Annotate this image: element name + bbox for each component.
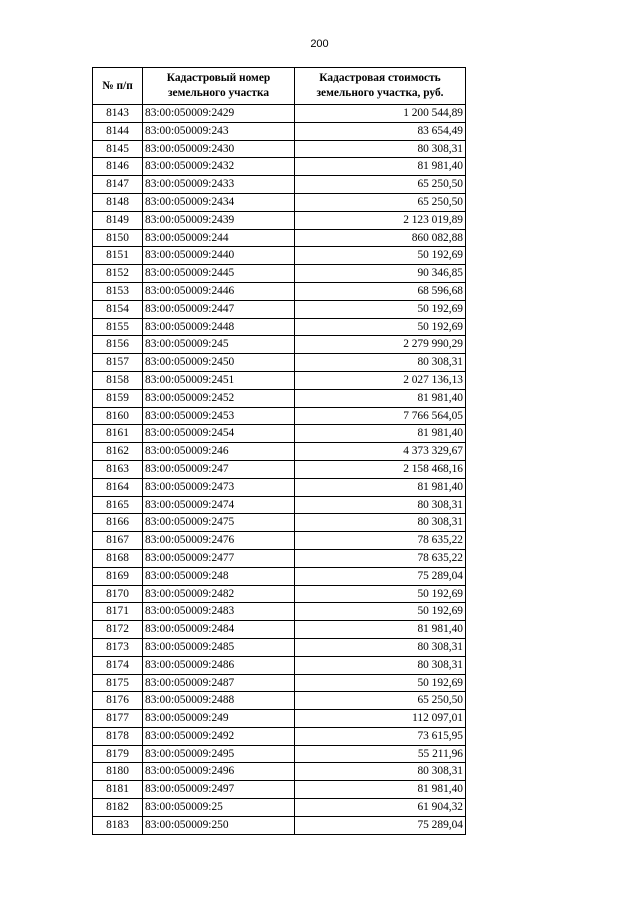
cadastral-number-cell: 83:00:050009:2485 (143, 638, 295, 656)
row-number-cell: 8161 (93, 425, 143, 443)
row-number-cell: 8155 (93, 318, 143, 336)
page-number: 200 (310, 38, 329, 50)
cadastral-number-cell: 83:00:050009:2445 (143, 265, 295, 283)
cadastral-value-cell: 78 635,22 (295, 549, 466, 567)
cadastral-value-cell: 50 192,69 (295, 603, 466, 621)
row-number-cell: 8149 (93, 211, 143, 229)
cadastral-value-cell: 73 615,95 (295, 727, 466, 745)
row-number-cell: 8178 (93, 727, 143, 745)
table-row (93, 318, 466, 336)
cadastral-number-cell: 83:00:050009:2434 (143, 193, 295, 211)
row-number-cell: 8146 (93, 158, 143, 176)
table-row (93, 336, 466, 354)
row-number-cell: 8145 (93, 140, 143, 158)
table-row (93, 585, 466, 603)
table-row (93, 478, 466, 496)
header-cadastral-number: Кадастровый номер земельного участка (143, 68, 295, 105)
row-number-cell: 8160 (93, 407, 143, 425)
cadastral-value-cell: 61 904,32 (295, 799, 466, 817)
cadastral-number-cell: 83:00:050009:2453 (143, 407, 295, 425)
cadastral-number-cell: 83:00:050009:2484 (143, 621, 295, 639)
cadastral-number-cell: 83:00:050009:2452 (143, 389, 295, 407)
cadastral-number-cell: 83:00:050009:2477 (143, 549, 295, 567)
cadastral-number-cell: 83:00:050009:2429 (143, 105, 295, 123)
cadastral-value-cell: 80 308,31 (295, 514, 466, 532)
table-header (93, 68, 466, 105)
cadastral-value-cell: 80 308,31 (295, 638, 466, 656)
row-number-cell: 8152 (93, 265, 143, 283)
row-number-cell: 8159 (93, 389, 143, 407)
cadastral-number-cell: 83:00:050009:244 (143, 229, 295, 247)
row-number-cell: 8147 (93, 176, 143, 194)
cadastral-number-cell: 83:00:050009:2448 (143, 318, 295, 336)
cadastral-number-cell: 83:00:050009:2497 (143, 781, 295, 799)
cadastral-value-cell: 50 192,69 (295, 318, 466, 336)
row-number-cell: 8154 (93, 300, 143, 318)
row-number-cell: 8176 (93, 692, 143, 710)
header-cadastral-value: Кадастровая стоимость земельного участка, руб. (295, 68, 466, 105)
table-row (93, 638, 466, 656)
cadastral-value-cell: 80 308,31 (295, 140, 466, 158)
table-row (93, 158, 466, 176)
cadastral-number-cell: 83:00:050009:2432 (143, 158, 295, 176)
cadastral-number-cell: 83:00:050009:2473 (143, 478, 295, 496)
cadastral-number-cell: 83:00:050009:2451 (143, 371, 295, 389)
cadastral-number-cell: 83:00:050009:247 (143, 460, 295, 478)
cadastral-value-cell: 65 250,50 (295, 692, 466, 710)
row-number-cell: 8167 (93, 532, 143, 550)
cadastral-number-cell: 83:00:050009:2495 (143, 745, 295, 763)
cadastral-number-cell: 83:00:050009:2433 (143, 176, 295, 194)
row-number-cell: 8181 (93, 781, 143, 799)
table-row (93, 816, 466, 834)
row-number-cell: 8182 (93, 799, 143, 817)
table-row (93, 265, 466, 283)
table-row (93, 354, 466, 372)
table-row (93, 389, 466, 407)
row-number-cell: 8162 (93, 443, 143, 461)
cadastral-value-cell: 4 373 329,67 (295, 443, 466, 461)
cadastral-number-cell: 83:00:050009:2440 (143, 247, 295, 265)
cadastral-value-cell: 80 308,31 (295, 354, 466, 372)
cadastral-value-cell: 50 192,69 (295, 247, 466, 265)
cadastral-value-cell: 7 766 564,05 (295, 407, 466, 425)
table-row (93, 656, 466, 674)
cadastral-number-cell: 83:00:050009:2430 (143, 140, 295, 158)
cadastral-number-cell: 83:00:050009:2474 (143, 496, 295, 514)
cadastral-number-cell: 83:00:050009:2446 (143, 282, 295, 300)
cadastral-number-cell: 83:00:050009:2439 (143, 211, 295, 229)
table-row (93, 176, 466, 194)
table-row (93, 425, 466, 443)
cadastral-number-cell: 83:00:050009:245 (143, 336, 295, 354)
table-row (93, 282, 466, 300)
table-row (93, 407, 466, 425)
cadastral-value-cell: 81 981,40 (295, 478, 466, 496)
table-row (93, 371, 466, 389)
row-number-cell: 8143 (93, 105, 143, 123)
row-number-cell: 8180 (93, 763, 143, 781)
row-number-cell: 8174 (93, 656, 143, 674)
table-body (93, 105, 466, 835)
cadastral-value-cell: 2 158 468,16 (295, 460, 466, 478)
table-row (93, 211, 466, 229)
cadastral-number-cell: 83:00:050009:2483 (143, 603, 295, 621)
table-row (93, 300, 466, 318)
cadastral-value-cell: 65 250,50 (295, 193, 466, 211)
table-row (93, 140, 466, 158)
cadastral-value-cell: 2 123 019,89 (295, 211, 466, 229)
row-number-cell: 8157 (93, 354, 143, 372)
row-number-cell: 8158 (93, 371, 143, 389)
table-row (93, 122, 466, 140)
table-row (93, 763, 466, 781)
cadastral-value-cell: 1 200 544,89 (295, 105, 466, 123)
cadastral-value-cell: 81 981,40 (295, 389, 466, 407)
cadastral-number-cell: 83:00:050009:2450 (143, 354, 295, 372)
row-number-cell: 8148 (93, 193, 143, 211)
cadastral-number-cell: 83:00:050009:2454 (143, 425, 295, 443)
cadastral-number-cell: 83:00:050009:2475 (143, 514, 295, 532)
row-number-cell: 8173 (93, 638, 143, 656)
table-row (93, 692, 466, 710)
row-number-cell: 8171 (93, 603, 143, 621)
cadastral-value-cell: 50 192,69 (295, 585, 466, 603)
row-number-cell: 8166 (93, 514, 143, 532)
table-row (93, 799, 466, 817)
cadastral-value-cell: 81 981,40 (295, 158, 466, 176)
table-row (93, 532, 466, 550)
table-row (93, 496, 466, 514)
table-row (93, 727, 466, 745)
cadastral-value-cell: 2 279 990,29 (295, 336, 466, 354)
table-row (93, 105, 466, 123)
cadastral-value-cell: 81 981,40 (295, 781, 466, 799)
cadastral-number-cell: 83:00:050009:250 (143, 816, 295, 834)
cadastral-value-cell: 81 981,40 (295, 425, 466, 443)
table-row (93, 781, 466, 799)
row-number-cell: 8183 (93, 816, 143, 834)
cadastral-value-cell: 112 097,01 (295, 710, 466, 728)
table-row (93, 603, 466, 621)
table-row (93, 549, 466, 567)
cadastral-number-cell: 83:00:050009:2492 (143, 727, 295, 745)
row-number-cell: 8172 (93, 621, 143, 639)
table-row (93, 514, 466, 532)
row-number-cell: 8169 (93, 567, 143, 585)
cadastral-number-cell: 83:00:050009:2482 (143, 585, 295, 603)
row-number-cell: 8177 (93, 710, 143, 728)
row-number-cell: 8164 (93, 478, 143, 496)
table-row (93, 621, 466, 639)
table-row (93, 229, 466, 247)
cadastral-value-cell: 80 308,31 (295, 763, 466, 781)
cadastral-number-cell: 83:00:050009:249 (143, 710, 295, 728)
cadastral-value-cell: 83 654,49 (295, 122, 466, 140)
row-number-cell: 8165 (93, 496, 143, 514)
table-row (93, 193, 466, 211)
cadastral-value-cell: 80 308,31 (295, 496, 466, 514)
cadastral-number-cell: 83:00:050009:2476 (143, 532, 295, 550)
cadastral-number-cell: 83:00:050009:2447 (143, 300, 295, 318)
cadastral-number-cell: 83:00:050009:2487 (143, 674, 295, 692)
header-row-number: № п/п (93, 68, 143, 105)
table-row (93, 567, 466, 585)
cadastral-value-cell: 78 635,22 (295, 532, 466, 550)
row-number-cell: 8150 (93, 229, 143, 247)
table-row (93, 443, 466, 461)
table-row (93, 247, 466, 265)
cadastral-value-cell: 90 346,85 (295, 265, 466, 283)
cadastral-value-cell: 75 289,04 (295, 816, 466, 834)
cadastral-value-cell: 81 981,40 (295, 621, 466, 639)
table-row (93, 460, 466, 478)
cadastre-table (92, 67, 466, 835)
cadastral-value-cell: 2 027 136,13 (295, 371, 466, 389)
row-number-cell: 8153 (93, 282, 143, 300)
row-number-cell: 8170 (93, 585, 143, 603)
cadastral-value-cell: 50 192,69 (295, 674, 466, 692)
table-row (93, 710, 466, 728)
row-number-cell: 8151 (93, 247, 143, 265)
cadastral-number-cell: 83:00:050009:248 (143, 567, 295, 585)
cadastral-value-cell: 80 308,31 (295, 656, 466, 674)
cadastral-number-cell: 83:00:050009:2496 (143, 763, 295, 781)
row-number-cell: 8179 (93, 745, 143, 763)
cadastral-number-cell: 83:00:050009:246 (143, 443, 295, 461)
cadastral-number-cell: 83:00:050009:2488 (143, 692, 295, 710)
cadastral-number-cell: 83:00:050009:25 (143, 799, 295, 817)
row-number-cell: 8156 (93, 336, 143, 354)
table-row (93, 745, 466, 763)
cadastral-value-cell: 68 596,68 (295, 282, 466, 300)
cadastral-value-cell: 50 192,69 (295, 300, 466, 318)
cadastral-value-cell: 860 082,88 (295, 229, 466, 247)
header-row (93, 68, 466, 105)
table-row (93, 674, 466, 692)
cadastral-value-cell: 55 211,96 (295, 745, 466, 763)
row-number-cell: 8175 (93, 674, 143, 692)
cadastral-value-cell: 75 289,04 (295, 567, 466, 585)
row-number-cell: 8168 (93, 549, 143, 567)
cadastral-value-cell: 65 250,50 (295, 176, 466, 194)
row-number-cell: 8144 (93, 122, 143, 140)
row-number-cell: 8163 (93, 460, 143, 478)
cadastral-number-cell: 83:00:050009:2486 (143, 656, 295, 674)
cadastral-number-cell: 83:00:050009:243 (143, 122, 295, 140)
